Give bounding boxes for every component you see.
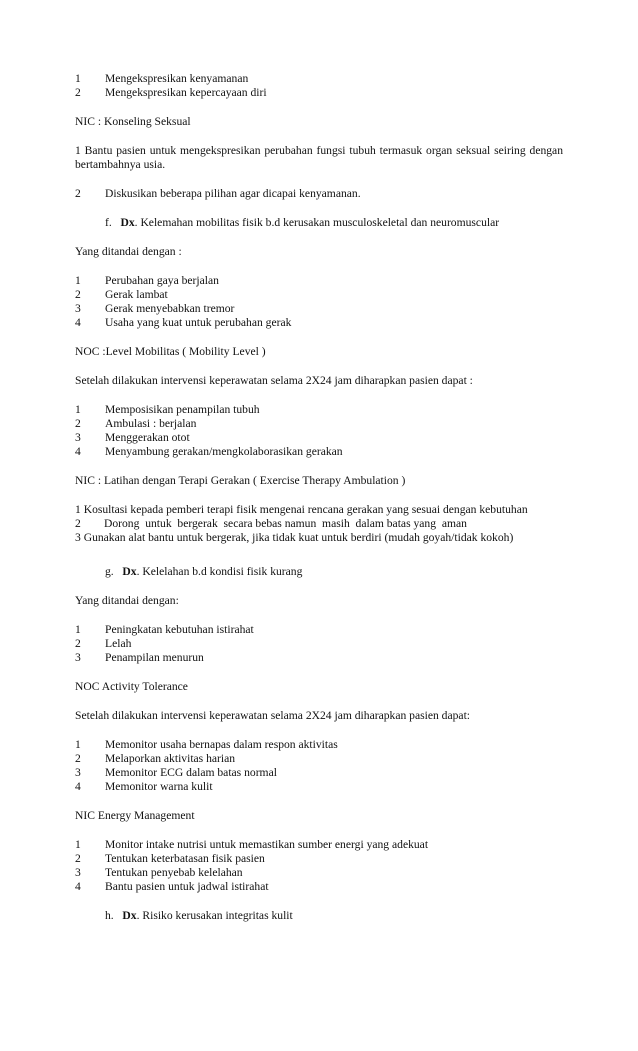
nic-energy-title: NIC Energy Management (75, 809, 195, 822)
nic-latihan-title: NIC : Latihan dengan Terapi Gerakan ( Exercise Therapy Ambulation ) (75, 474, 406, 487)
setelah-paragraph: Setelah dilakukan intervensi keperawatan selama 2X24 jam diharapkan pasien dapat : (75, 374, 473, 387)
list-item: 4 Bantu pasien untuk jadwal istirahat (75, 880, 269, 893)
list-item: 1 Memposisikan penampilan tubuh (75, 403, 260, 416)
list-item: 2 Lelah (75, 637, 132, 650)
list-item: 1 Perubahan gaya berjalan (75, 274, 219, 287)
list-item: 2 Gerak lambat (75, 288, 168, 301)
list-item: 3 Penampilan menurun (75, 651, 204, 664)
nic-konseling-title: NIC : Konseling Seksual (75, 115, 191, 128)
list-item: 3 Menggerakan otot (75, 431, 190, 444)
noc-mobilitas-title: NOC :Level Mobilitas ( Mobility Level ) (75, 345, 266, 358)
list-block4 (75, 623, 563, 665)
list-item: 2 Tentukan keterbatasan fisik pasien (75, 852, 265, 865)
list-block6 (75, 838, 563, 894)
list-item: 2 Diskusikan beberapa pilihan agar dicapai kenyamanan. (75, 187, 361, 200)
list-item: 2 Melaporkan aktivitas harian (75, 752, 236, 765)
list-item: 1 Peningkatan kebutuhan istirahat (75, 623, 254, 636)
diagnosis-heading-g: g. Dx. Kelelahan b.d kondisi fisik kurang (105, 565, 303, 578)
list-block1 (75, 72, 563, 100)
nic-item-paragraph: 2 Dorong untuk bergerak secara bebas namun masih dalam batas yang aman (75, 517, 467, 530)
ditandai-label: Yang ditandai dengan: (75, 594, 179, 607)
list-item: 3 Memonitor ECG dalam batas normal (75, 766, 277, 779)
diagnosis-heading-h: h. Dx. Risiko kerusakan integritas kulit (105, 909, 293, 922)
list-item: 1 Mengekspresikan kenyamanan (75, 72, 249, 85)
document-page (75, 72, 563, 923)
ditandai-label: Yang ditandai dengan : (75, 245, 182, 258)
noc-activity-title: NOC Activity Tolerance (75, 680, 188, 693)
nic-item-paragraph: 1 Bantu pasien untuk mengekspresikan perubahan fungsi tubuh termasuk organ seksual seiring dengan bertambahnya usia. (75, 144, 563, 171)
diagnosis-heading-f: f. Dx. Kelemahan mobilitas fisik b.d kerusakan musculoskeletal dan neuromuscular (105, 216, 500, 229)
list-block5 (75, 738, 563, 794)
list-item: 3 Gerak menyebabkan tremor (75, 302, 235, 315)
nic-item-paragraph: 3 Gunakan alat bantu untuk bergerak, jika tidak kuat untuk berdiri (mudah goyah/tidak kokoh) (75, 531, 514, 544)
list-item: 1 Monitor intake nutrisi untuk memastikan sumber energi yang adekuat (75, 838, 429, 851)
list-item: 2 Ambulasi : berjalan (75, 417, 197, 430)
list-item: 4 Usaha yang kuat untuk perubahan gerak (75, 316, 292, 329)
list-block2 (75, 274, 563, 330)
list-item: 2 Mengekspresikan kepercayaan diri (75, 86, 267, 99)
list-item: 3 Tentukan penyebab kelelahan (75, 866, 243, 879)
list-block3 (75, 403, 563, 459)
list-item: 4 Memonitor warna kulit (75, 780, 213, 793)
list-item: 1 Memonitor usaha bernapas dalam respon aktivitas (75, 738, 338, 751)
list-item: 4 Menyambung gerakan/mengkolaborasikan gerakan (75, 445, 343, 458)
setelah-paragraph: Setelah dilakukan intervensi keperawatan selama 2X24 jam diharapkan pasien dapat: (75, 709, 471, 722)
nic-item-paragraph: 1 Kosultasi kepada pemberi terapi fisik mengenai rencana gerakan yang sesuai dengan kebutuhan (75, 503, 528, 516)
